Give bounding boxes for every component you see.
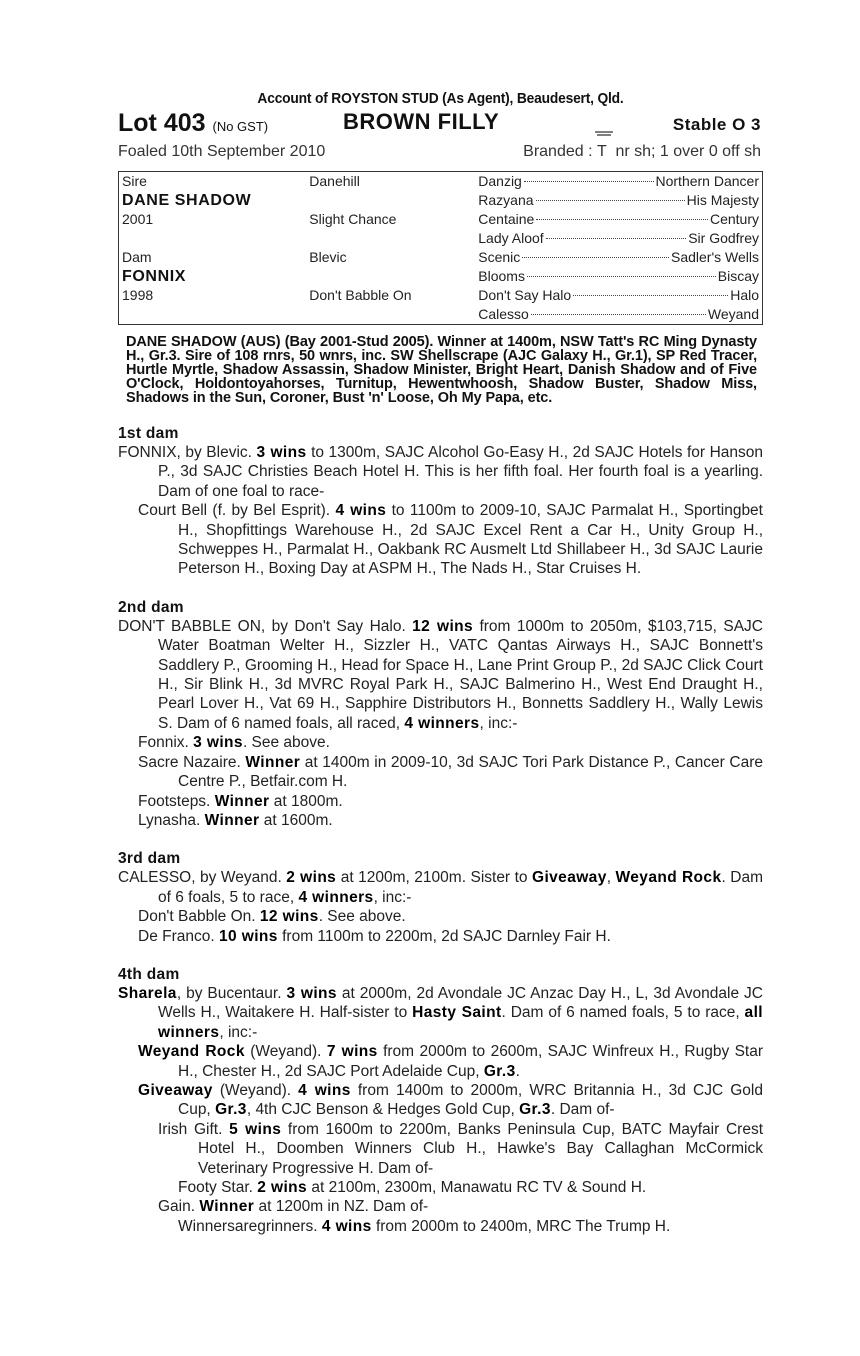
pedigree-row xyxy=(119,305,763,325)
ped-cell xyxy=(475,229,762,248)
brand-description xyxy=(523,143,761,161)
brand-arc-icon xyxy=(593,130,615,142)
lot-label: Lot 403 xyxy=(118,109,206,137)
pedigree-row xyxy=(119,229,763,248)
sd-dam-sire: Sir Godfrey xyxy=(688,230,759,246)
progeny-court-bell: Court Bell (f. by Bel Esprit). 4 wins to 1100m to 2009-10, SAJC Parmalat H., Sportingbet H., Shopfittings Warehouse H., 2d SAJC Excel Rent a Car H., Unity Group H., Schweppes H., Parmalat H., Oakbank RC Ausmelt Ltd Shillabeer H., 3d SAJC Laurie Peterson H., Boxing Day at ASPM H., The Nads H., Star Cruises H. xyxy=(138,502,763,578)
ss-sire: Danzig xyxy=(478,173,522,189)
dd-sire-sire: Halo xyxy=(730,287,759,303)
stable-number: Stable O 3 xyxy=(672,115,761,134)
dam-entry-calesso: CALESSO, by Weyand. 2 wins at 1200m, 2100m. Sister to Giveaway, Weyand Rock. Dam of 6 foals, 5 to race, 4 winners, inc:- xyxy=(118,869,763,906)
fourth-dam-heading: 4th dam xyxy=(118,965,180,983)
sire-note: DANE SHADOW (AUS) (Bay 2001-Stud 2005). Winner at 1400m, NSW Tatt's RC Ming Dynasty H., Gr.3. Sire of 108 rnrs, 50 wnrs, inc. SW Shellscrape (AJC Galaxy H., Gr.1), SP Red Tracer, Hurtle Myrtle, Shadow Assassin, Shadow Minister, Bright Heart, Danish Shadow and of Five O'Clock, Holdontoyahorses, Turnitup, Hewentwhoosh, Shadow Buster, Shadow Miss, Shadows in the Sun, Coroner, Bust 'n' Loose, Oh My Papa, etc. xyxy=(126,334,757,406)
dam-dam: Don't Babble On xyxy=(309,287,412,303)
brand-icon xyxy=(596,143,611,160)
ds-sire-sire: Sadler's Wells xyxy=(671,249,759,265)
pedigree-row xyxy=(119,267,763,286)
dam-name: FONNIX xyxy=(122,268,187,285)
ped-cell xyxy=(475,305,762,325)
ds-dam: Blooms xyxy=(478,268,525,284)
foaled-date: Foaled 10th September 2010 xyxy=(118,143,326,160)
progeny-dont-babble-on: Don't Babble On. 12 wins. See above. xyxy=(138,908,406,926)
dd-dam-sire: Weyand xyxy=(707,306,759,322)
sd-sire-sire: Century xyxy=(709,211,759,227)
sire-name: DANE SHADOW xyxy=(122,192,252,209)
dam-entry-sharela: Sharela, by Bucentaur. 3 wins at 2000m, 2d Avondale JC Anzac Day H., L, 3d Avondale JC Wells H., Waitakere H. Half-sister to Hasty Saint. Dam of 6 named foals, 5 to race, all winners, inc:- xyxy=(118,984,763,1041)
progeny-de-franco: De Franco. 10 wins from 1100m to 2200m, 2d SAJC Darnley Fair H. xyxy=(138,927,611,945)
ped-cell xyxy=(475,267,762,286)
ss-sire-sire: Northern Dancer xyxy=(655,173,759,189)
second-dam-heading: 2nd dam xyxy=(118,598,184,616)
ped-cell xyxy=(475,210,762,229)
brand-symbol: T xyxy=(596,143,607,160)
pedigree-row xyxy=(119,191,763,210)
gst-note: (No GST) xyxy=(212,119,269,134)
ds-dam-sire: Biscay xyxy=(717,268,759,284)
sex-colour: BROWN FILLY xyxy=(343,109,500,134)
pedigree-row xyxy=(119,248,763,267)
progeny-footy-star: Footy Star. 2 wins at 2100m, 2300m, Manawatu RC TV & Sound H. xyxy=(178,1179,647,1196)
lot-number xyxy=(118,109,268,138)
foaled-line xyxy=(118,139,763,167)
progeny-winnersaregrinners: Winnersaregrinners. 4 wins from 2000m to 2400m, MRC The Trump H. xyxy=(178,1217,671,1235)
sire-year: 2001 xyxy=(122,211,154,227)
vendor-account: Account of ROYSTON STUD (As Agent), Beaudesert, Qld. xyxy=(257,90,624,107)
dd-sire: Don't Say Halo xyxy=(478,287,572,303)
pedigree-row xyxy=(119,210,763,229)
ds-sire: Scenic xyxy=(478,249,521,265)
sire-label: Sire xyxy=(122,173,147,189)
dam-entry-fonnix: FONNIX, by Blevic. 3 wins to 1300m, SAJC Alcohol Go-Easy H., 2d SAJC Hotels for Hanson P., 3d SAJC Christies Beach Hotel H. This is her fifth foal. Her fourth foal is a yearling. Dam of one foal to race- xyxy=(118,444,764,500)
dam-sire: Blevic xyxy=(309,249,347,265)
sd-dam: Lady Aloof xyxy=(478,230,544,246)
pedigree-table xyxy=(118,171,763,325)
dam-entry-dont-babble-on: DON'T BABBLE ON, by Don't Say Halo. 12 wins from 1000m to 2050m, $103,715, SAJC Water Boatman Welter H., Sizzler H., VATC Qantas Airways H., SAJC Bonnett's Saddlery P., Grooming H., Head for Space H., Lane Print Group P., 2d SAJC Click Court H., Sir Blink H., 3d MVRC Royal Park H., SAJC Balmerino H., West End Draught H., Pearl Lover H., Vat 69 H., Sapphire Distributors H., Bonnetts Saddlery H., Wally Lewis S. Dam of 6 named foals, all raced, 4 winners, inc:- xyxy=(118,617,763,732)
ss-dam: Razyana xyxy=(478,192,534,208)
sire-dam: Slight Chance xyxy=(309,211,397,227)
progeny-fonnix: Fonnix. 3 wins. See above. xyxy=(138,734,330,752)
branded-label: Branded : xyxy=(523,143,593,160)
ped-cell xyxy=(475,191,762,210)
progeny-footsteps: Footsteps. Winner at 1800m. xyxy=(138,792,343,810)
sd-sire: Centaine xyxy=(478,211,535,227)
ped-cell xyxy=(475,172,762,192)
progeny-gain: Gain. Winner at 1200m in NZ. Dam of- xyxy=(158,1198,429,1216)
pedigree-row xyxy=(119,172,763,192)
dd-dam: Calesso xyxy=(478,306,529,322)
third-dam-heading: 3rd dam xyxy=(118,850,181,868)
dam-label: Dam xyxy=(122,249,152,265)
brand-text: nr sh; 1 over 0 off sh xyxy=(615,143,761,160)
ped-cell xyxy=(475,248,762,267)
ss-dam-sire: His Majesty xyxy=(686,192,759,208)
sire-sire: Danehill xyxy=(309,173,360,189)
first-dam-heading: 1st dam xyxy=(118,425,179,442)
progeny-lynasha: Lynasha. Winner at 1600m. xyxy=(138,811,333,829)
progeny-irish-gift: Irish Gift. 5 wins from 1600m to 2200m, Banks Peninsula Cup, BATC Mayfair Crest Hotel H., Doomben Winners Club H., Hawke's Bay Callaghan McCormick Veterinary Progressive H. Dam of- xyxy=(158,1120,763,1177)
progeny-weyand-rock: Weyand Rock (Weyand). 7 wins from 2000m to 2600m, SAJC Winfreux H., Rugby Star H., Chester H., 2d SAJC Port Adelaide Cup, Gr.3. xyxy=(138,1043,763,1080)
dam-year: 1998 xyxy=(122,287,154,303)
pedigree-row xyxy=(119,286,763,305)
progeny-giveaway: Giveaway (Weyand). 4 wins from 1400m to 2000m, WRC Britannia H., 3d CJC Gold Cup, Gr.3, 4th CJC Benson & Hedges Gold Cup, Gr.3. Dam of- xyxy=(138,1081,763,1119)
progeny-sacre-nazaire: Sacre Nazaire. Winner at 1400m in 2009-10, 3d SAJC Tori Park Distance P., Cancer Care Centre P., Betfair.com H. xyxy=(138,753,764,791)
ped-cell xyxy=(475,286,762,305)
lot-line xyxy=(118,109,763,139)
catalogue-page xyxy=(118,90,763,1236)
